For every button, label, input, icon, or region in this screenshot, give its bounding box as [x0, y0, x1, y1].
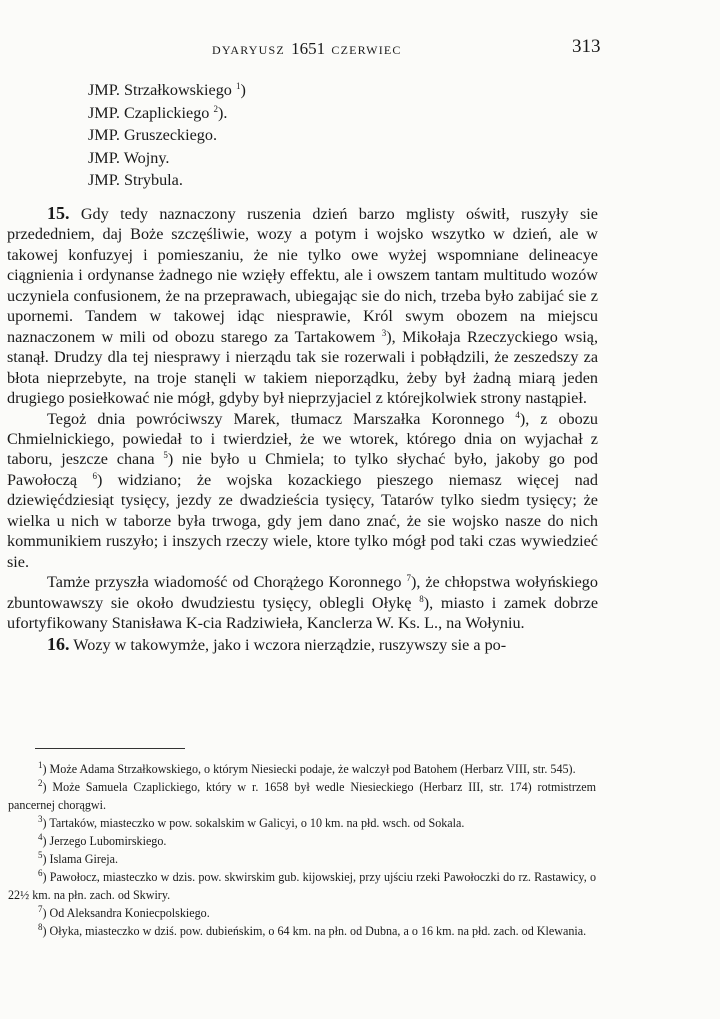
paragraph-text: ), że chłopstwa wołyńskiego zbuntowawszy sie około dwudziestu tysięcy, oblegli Ołykę	[7, 573, 598, 612]
paragraph-marek	[7, 409, 598, 573]
name-list-item	[88, 169, 246, 192]
footnote-mark: 4	[38, 832, 43, 842]
paragraph-chorazy	[7, 572, 598, 633]
paragraph-text: ) nie było u Chmiela; to tylko słychać było, jakoby go pod Pawołoczą	[7, 450, 599, 489]
footnote-ref: 3	[381, 327, 387, 338]
name-list	[88, 79, 246, 192]
footnote-ref: 6	[92, 470, 97, 481]
paragraph-text: Tamże przyszła wiadomość od Chorążego Koronnego	[47, 573, 402, 592]
name-text: JMP. Strybula.	[88, 171, 183, 189]
footnotes	[8, 760, 596, 940]
name-list-item	[88, 102, 246, 125]
running-title-left: DYARYUSZ	[212, 43, 285, 57]
name-text: JMP. Wojny.	[88, 148, 170, 167]
footnote-mark: 3	[38, 814, 43, 824]
footnote	[8, 778, 596, 814]
footnote-mark: 5	[38, 850, 43, 860]
running-title	[212, 39, 402, 59]
footnote-mark: 6	[38, 868, 43, 878]
footnote-mark: 7	[38, 904, 43, 914]
footnote-text: ) Może Adama Strzałkowskiego, o którym Niesiecki podaje, że walczył pod Batohem (Herbarz VIII, str. 545).	[42, 762, 576, 776]
name-suffix: ).	[217, 103, 228, 122]
paragraph-16	[7, 634, 598, 655]
footnote-text: ) Jerzego Lubomirskiego.	[42, 834, 167, 848]
footnote	[8, 832, 596, 850]
footnote-ref: 1	[235, 81, 241, 91]
paragraph-text: ), z obozu Chmielnickiego, powiedał to i twierdzieł, że we wtorek, którego dnia on wyjachał z taboru, jeszcze chana	[7, 409, 599, 469]
section-number: 15.	[47, 203, 70, 223]
footnote-ref: 8	[419, 593, 424, 604]
paragraph-text: ), miasto i zamek dobrze ufortyfikowany Stanisława K-cia Radziwieła, Kanclerza W. Ks. L., na Wołyniu.	[7, 593, 599, 633]
name-suffix: )	[240, 81, 246, 99]
footnote	[8, 850, 596, 868]
footnote-text: ) Tartaków, miasteczko w pow. sokalskim w Galicyi, o 10 km. na płd. wsch. od Sokala.	[42, 816, 465, 830]
name-text: JMP. Strzałkowskiego	[88, 81, 232, 99]
name-text: JMP. Czaplickiego	[88, 103, 210, 122]
footnote-text: ) Islama Gireja.	[42, 852, 119, 866]
name-list-item	[88, 147, 246, 170]
footnote-ref: 5	[163, 450, 168, 461]
footnote-mark: 8	[38, 922, 43, 932]
footnote-text: ) Od Aleksandra Koniecpolskiego.	[42, 906, 210, 920]
footnote-mark: 1	[38, 760, 43, 770]
footnote-divider	[35, 748, 185, 749]
name-list-item	[88, 79, 246, 102]
section-number: 16.	[47, 633, 70, 654]
footnote	[8, 922, 596, 940]
footnote-ref: 7	[406, 573, 411, 584]
footnote-text: ) Ołyka, miasteczko w dziś. pow. dubieńskim, o 64 km. na płn. od Dubna, a o 16 km. na płd. zach. od Klewania.	[42, 924, 587, 938]
paragraph-text: Tegoż dnia powróciwszy Marek, tłumacz Marszałka Koronnego	[47, 409, 505, 428]
running-title-year: 1651	[291, 39, 326, 58]
footnote	[8, 904, 596, 922]
running-title-right: CZERWIEC	[331, 43, 402, 57]
paragraph-text: ), Mikołaja Rzeczyckiego wsią, stanął. Drudzy dla tej niesprawy i nierządu tak sie rozerwali i pobłądzili, że zeszedszy za błota nieprzebyte, na troje stanęli w takiem nieporządku, żeby był żadną miarą jeden drugiego posiełkować nie mógł, gdyby był nieprzyjaciel z którejkolwiek strony nastąpieł.	[7, 327, 598, 408]
body-text	[7, 203, 598, 655]
name-text: JMP. Gruszeckiego.	[88, 126, 218, 144]
name-list-item	[88, 124, 246, 147]
footnote-mark: 2	[38, 778, 43, 788]
paragraph-text: Wozy w takowymże, jako i wczora nierządzie, ruszywszy sie a po-	[69, 635, 507, 654]
footnote-ref: 4	[515, 409, 520, 420]
page-number: 313	[572, 36, 601, 57]
footnote-ref: 2	[213, 103, 218, 114]
footnote	[8, 814, 596, 832]
paragraph-15	[7, 203, 598, 409]
footnote-text: ) Pawołocz, miasteczko w dzis. pow. skwirskim gub. kijowskiej, przy ujściu rzeki Pawołoczki do rz. Rastawicy, o 22½ km. na płn. zach. od Skwiry.	[8, 870, 596, 902]
page-header	[0, 36, 720, 60]
footnote	[8, 868, 596, 904]
paragraph-text: ) widziano; że wojska kozackiego pieszego niemasz więcej nad dziewięćdziesiąt tysięcy, jezdy ze dwadzieścia tysięcy, Tatarów tylko siedm tysięcy; że wielka u nich w taborze była trwoga, gdy jem dano znać, że sie wojsko nasze do nich kommunikiem ruszyło; i inszych rzeczy wiele, ktore tylko mógł pod taki czas wywiedzieć sie.	[7, 470, 598, 571]
footnote	[8, 760, 596, 778]
paragraph-text: Gdy tedy naznaczony ruszenia dzień barzo mglisty oświtł, ruszyły sie przededniem, daj Boże szczęśliwie, wozy a potym i wojsko wszytko w dzień, ale w takowej konfuzyej i pomieszaniu, że nie tylko owe wyżej wspomniane delineacye ciągnienia i ordynanse żadnego nie wzięły effektu, ale i owszem tantam multitudo wozów uczyniela confusionem, że na przeprawach, ubiegając sie do nich, trzeba było zabijać sie z upornemi. Tandem w takowej idąc niesprawie, Król swym obozem na miejscu naznaczonem w mili od obozu starego za Tartakowem	[7, 205, 598, 346]
footnote-text: ) Może Samuela Czaplickiego, który w r. 1658 był wedle Niesieckiego (Herbarz III, str. 174) rotmistrzem pancernej chorągwi.	[8, 780, 596, 812]
